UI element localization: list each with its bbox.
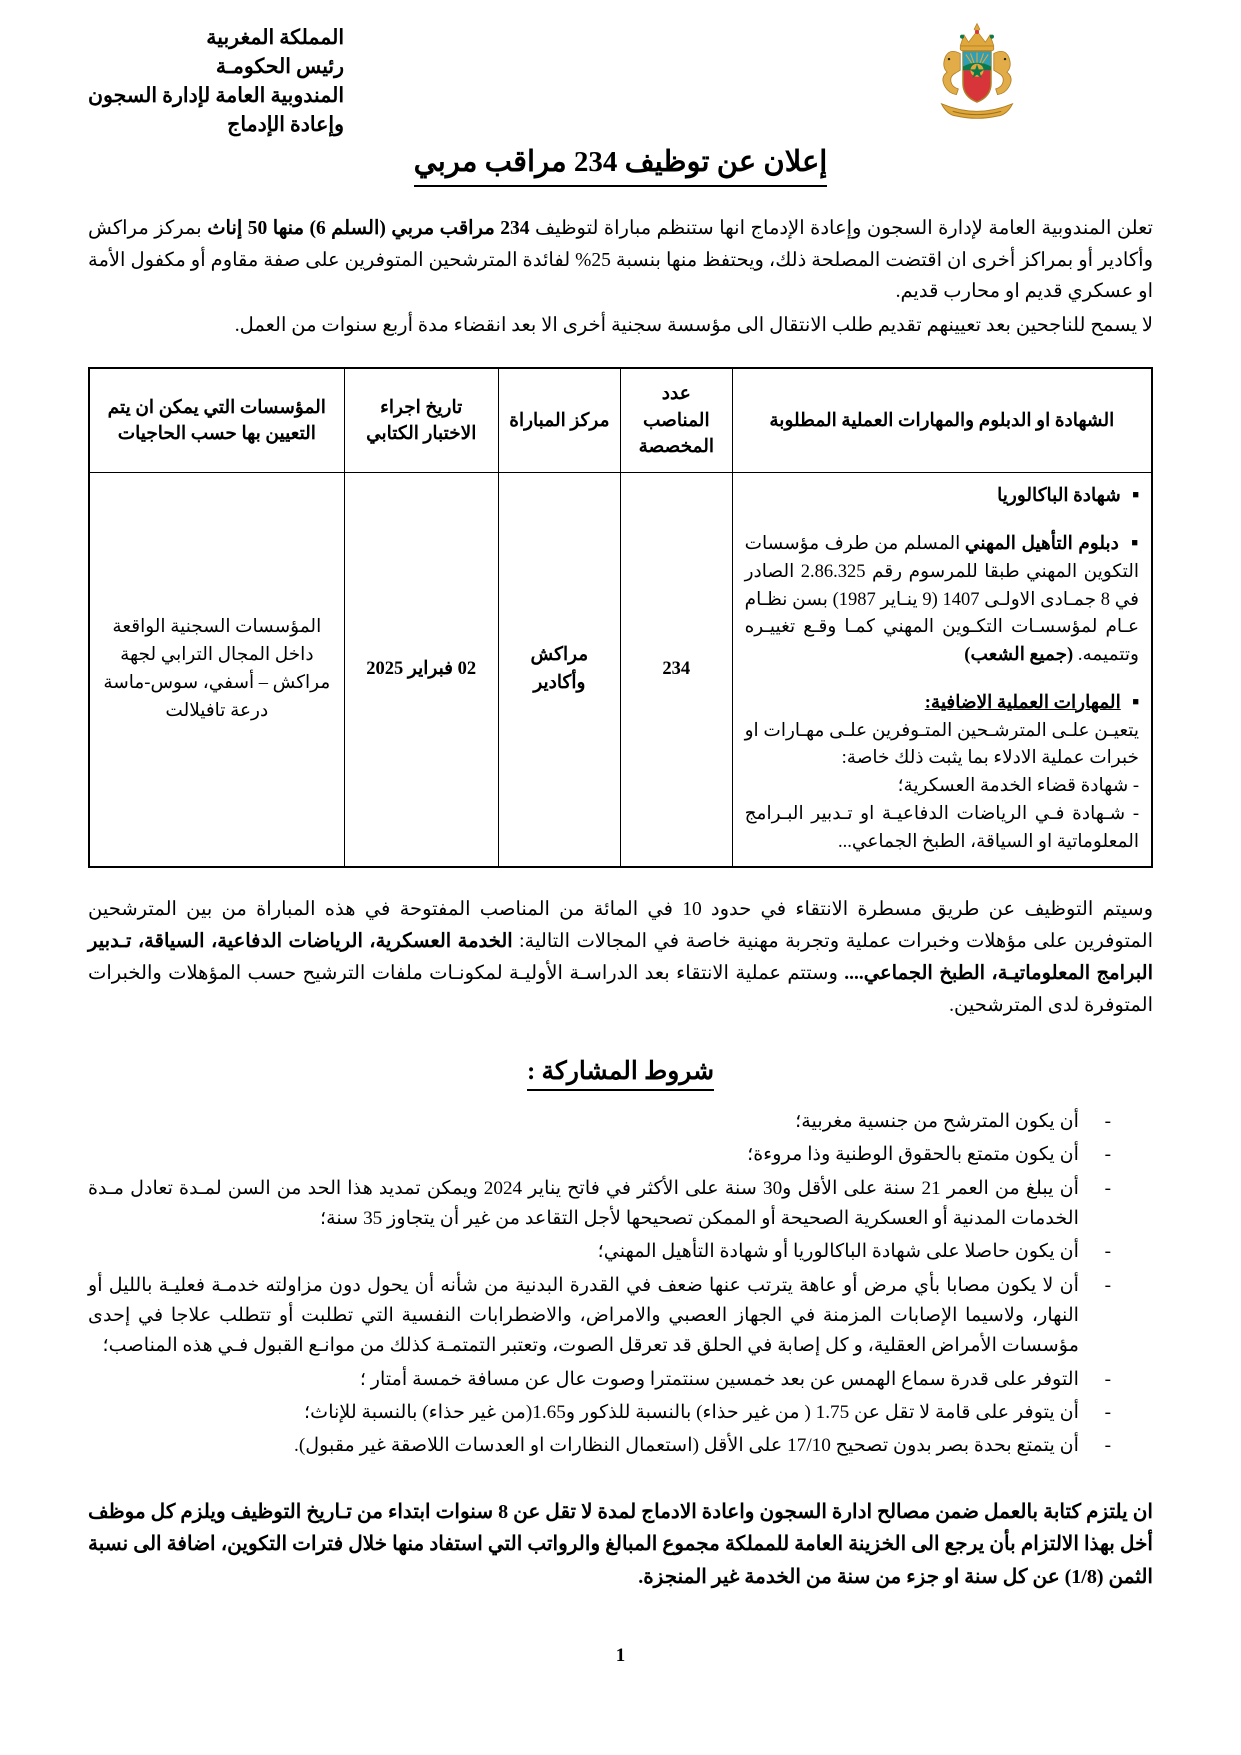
additional-skills-dash-2: - شـهادة فـي الرياضات الدفاعيـة او تـدبير البـرامج المعلوماتية او السياقة، الطبخ الجماعي... <box>744 803 1139 852</box>
additional-skills-body: يتعيـن علـى المترشـحين المتـوفرين علـى مهـارات او خبرات عملية الادلاء بما يثبت ذلك خاصة: <box>744 720 1139 769</box>
table-header-row <box>89 368 1152 472</box>
table-row <box>89 473 1152 868</box>
qualification-item-vocational-diploma <box>745 531 1139 670</box>
list-item: - أن يكون حاصلا على شهادة الباكالوريا أو شهادة التأهيل المهني؛ <box>88 1237 1119 1267</box>
selection-paragraph <box>88 894 1153 1022</box>
ministry-header <box>88 18 344 140</box>
vocational-diploma-all-branches: (جميع الشعب) <box>964 645 1074 665</box>
list-item: - التوفر على قدرة سماع الهمس عن بعد خمسين سنتمترا وصوت عال عن مسافة خمسة أمتار ؛ <box>88 1365 1119 1395</box>
emblem-container <box>853 18 1153 130</box>
employment-commitment-paragraph: ان يلتزم كتابة بالعمل ضمن مصالح ادارة السجون واعادة الادماج لمدة لا تقل عن 8 سنوات ابتداء من تـاريخ التوظيف ويلزم كل موظف أخل بهذا الالتزام بأن يرجع الى الخزينة العامة للمملكة مجموع المبالغ والرواتب التي استفاد منها خلال فترات التكوين، اضافة الى نسبة الثمن (1/8) عن كل سنة او جزء من سنة من الخدمة غير المنجزة. <box>88 1500 1153 1588</box>
recruitment-details-table <box>88 367 1153 868</box>
intro-p1-part-2: (السلم 6) <box>304 218 392 240</box>
list-item: - أن يكون متمتع بالحقوق الوطنية وذا مروءة؛ <box>88 1140 1119 1170</box>
spacer <box>745 670 1139 690</box>
selection-procedure-section <box>88 894 1153 1022</box>
ministry-line-reintegration: وإعادة الإدماج <box>227 114 345 137</box>
qualification-item-baccalaureate <box>745 483 1139 511</box>
selection-part-2: وستتم عملية الانتقاء بعد الدراسـة الأوليـة لمكونـات ملفات الترشيح حسب المؤهلات والخبرات المتوفرة لدى المترشحين. <box>88 963 1153 1017</box>
table-header-center: مركز المباراة <box>498 368 620 472</box>
cell-exam-center: مراكش وأكادير <box>498 473 620 868</box>
list-item: - أن لا يكون مصابا بأي مرض أو عاهة يترتب عنها ضعف في القدرة البدنية من شأنه أن يحول دون مزاولته خدمـة فعليـة بالليل أو النهار، ولاسيما الإصابات المزمنة في الجهاز العصبي والامراض، والاضطرابات النفسية التي تطلبت أو تتطلب علاجا في إحدى مؤسسات الأمراض العقلية، و كل إصابة في الحلق قد تعرقل الصوت، وتعتبر التمتمـة كذلك من موانـع القبول فـي هذه المناصب؛ <box>88 1271 1119 1362</box>
intro-paragraph-1 <box>88 213 1153 308</box>
cell-assignment-institutions: المؤسسات السجنية الواقعة داخل المجال الترابي لجهة مراكش – أسفي، سوس-ماسة درعة تافيلالت <box>89 473 344 868</box>
list-item: - أن يبلغ من العمر 21 سنة على الأقل و30 سنة على الأكثر في فاتح يناير 2024 ويمكن تمديد هذا الحد من السن لمـدة تعادل مـدة الخدمات المدنية أو العسكرية الصحيحة أو الممكن تصحيحها لأجل التقاعد من غير أن يتجاوز 35 سنة؛ <box>88 1174 1119 1235</box>
page-title <box>88 142 1153 187</box>
conditions-list <box>88 1107 1153 1462</box>
document-masthead <box>88 18 1153 136</box>
intro-p1-part-3: منها 50 إناث <box>207 218 305 240</box>
cell-required-qualifications <box>732 473 1152 868</box>
selection-part-0: وسيتم التوظيف عن طريق مسطرة الانتقاء في حدود 10 في المائة من المناصب المفتوحة في هذه المباراة من بين المترشحين المتوفرين على مؤهلات وخبرات عملية وتجربة مهنية خاصة في المجالات التالية: <box>88 899 1154 953</box>
intro-paragraph-2: لا يسمح للناجحين بعد تعيينهم تقديم طلب الانتقال الى مؤسسة سجنية أخرى الا بعد انقضاء مدة أربع سنوات من العمل. <box>234 314 1153 336</box>
ministry-line-delegation: المندوبية العامة لإدارة السجون <box>88 85 345 108</box>
intro-p1-part-1: 234 مراقب مربي <box>391 218 530 240</box>
vocational-diploma-bold: دبلوم التأهيل المهني <box>964 534 1119 554</box>
vocational-diploma-body: المسلم من طرف مؤسسات التكوين المهني طبقا للمرسوم رقم 2.86.325 الصادر في 8 جمـادى الاولـى 1407 (9 ينـاير 1987) بسن نظـام عـام لمؤسسـات التكـوين المهني كمـا وقـع تغييـره وتتميمه. <box>744 534 1139 665</box>
ministry-line-head-of-government: رئيس الحكومـة <box>215 56 345 79</box>
additional-skills-heading-text: المهارات العملية الاضافية: <box>924 692 1121 713</box>
qualification-baccalaureate-text: شهادة الباكالوريا <box>997 486 1121 507</box>
conditions-heading <box>88 1056 1153 1091</box>
table-header-skills: الشهادة او الدبلوم والمهارات العملية المطلوبة <box>732 368 1152 472</box>
spacer <box>745 511 1139 531</box>
ministry-line-kingdom: المملكة المغربية <box>206 27 345 49</box>
cell-number-of-posts: 234 <box>621 473 733 868</box>
list-item: - أن يتمتع بحدة بصر بدون تصحيح 17/10 على الأقل (استعمال النظارات او العدسات اللاصقة غير مقبول). <box>88 1431 1119 1461</box>
morocco-coat-of-arms-icon <box>921 18 1033 130</box>
table-header-assign: المؤسسات التي يمكن ان يتم التعيين بها حسب الحاجيات <box>89 368 344 472</box>
list-item: - أن يتوفر على قامة لا تقل عن 1.75 ( من غير حذاء) بالنسبة للذكور و1.65(من غير حذاء) بالنسبة للإناث؛ <box>88 1398 1119 1428</box>
cell-written-exam-date: 02 فبراير 2025 <box>344 473 498 868</box>
selection-part-1-fields: الخدمة العسكرية، الرياضات الدفاعية، السياقة، تـدبير البرامج المعلوماتيـة، الطبخ الجماعي.... <box>88 931 1153 985</box>
page-title-text: إعلان عن توظيف 234 مراقب مربي <box>414 143 828 187</box>
table-header-posts: عدد المناصب المخصصة <box>621 368 733 472</box>
table-header-date: تاريخ اجراء الاختبار الكتابي <box>344 368 498 472</box>
additional-skills-heading <box>745 690 1139 718</box>
list-item: - أن يكون المترشح من جنسية مغربية؛ <box>88 1107 1119 1137</box>
intro-p1-part-4: بمركز مراكش وأكادير أو بمراكز أخرى ان اقتضت المصلحة ذلك، ويحتفظ منها بنسبة 25% لفائدة المترشحين المتوفرين على صفة مقاوم أو مكفول الأمة او عسكري قديم او محارب قديم. <box>88 218 1153 303</box>
intro-p1-part-0: تعلن المندوبية العامة لإدارة السجون وإعادة الإدماج انها ستنظم مباراة لتوظيف <box>529 218 1153 240</box>
page-number: 1 <box>615 1644 626 1666</box>
conditions-heading-text: شروط المشاركة : <box>527 1056 714 1091</box>
intro-section <box>88 213 1153 341</box>
additional-skills-dash-1: - شهادة قضاء الخدمة العسكرية؛ <box>897 776 1139 796</box>
